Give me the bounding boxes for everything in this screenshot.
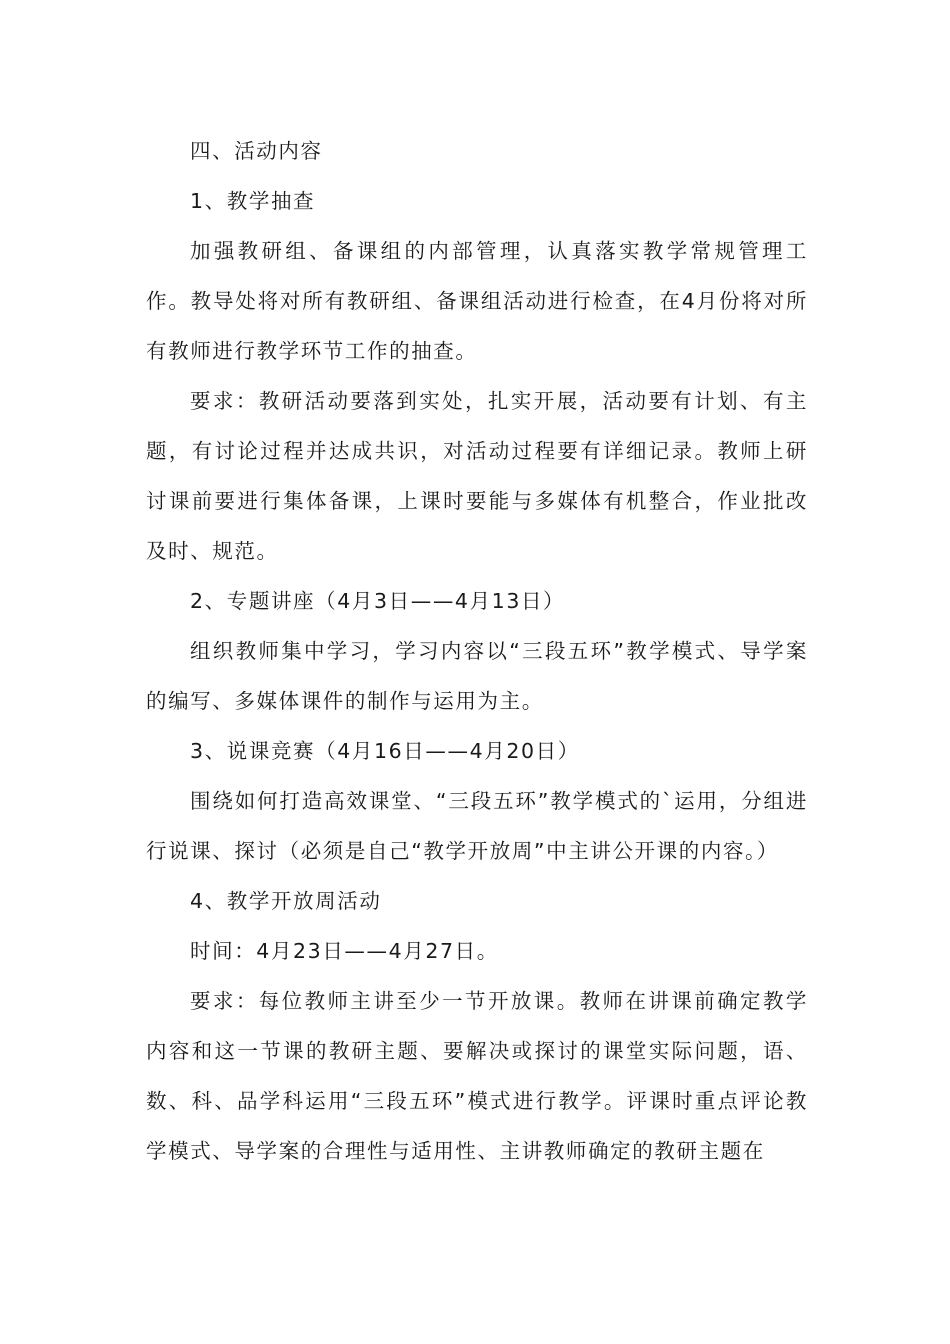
- paragraph-open-week-requirements: 要求：每位教师主讲至少一节开放课。教师在讲课前确定教学内容和这一节课的教研主题、要解决或探讨的课堂实际问题，语、数、科、品学科运用“三段五环”模式进行教学。评课时重点评论教学模式、导学案的合理性与适用性、主讲教师确定的教研主题在: [146, 989, 808, 1163]
- document-body: [146, 126, 808, 1176]
- subheading-lesson-presentation-contest: 3、说课竞赛（4月16日——4月20日）: [190, 739, 580, 763]
- paragraph-inspection-requirements: 要求：教研活动要落到实处，扎实开展，活动要有计划、有主题，有讨论过程并达成共识，对活动过程要有详细记录。教师上研讨课前要进行集体备课，上课时要能与多媒体有机整合，作业批改及时、规范。: [146, 389, 808, 563]
- subheading-open-week-activity: 4、教学开放周活动: [190, 889, 382, 913]
- paragraph-lecture-body: 组织教师集中学习，学习内容以“三段五环”教学模式、导学案的编写、多媒体课件的制作与运用为主。: [146, 639, 808, 713]
- section-heading-activity-content: 四、活动内容: [190, 139, 323, 163]
- subheading-special-lecture: 2、专题讲座（4月3日——4月13日）: [190, 589, 566, 613]
- paragraph-contest-body: 围绕如何打造高效课堂、“三段五环”教学模式的`运用，分组进行说课、探讨（必须是自己“教学开放周”中主讲公开课的内容。）: [146, 789, 808, 863]
- subheading-teaching-inspection: 1、教学抽查: [190, 189, 316, 213]
- paragraph-inspection-body: 加强教研组、备课组的内部管理，认真落实教学常规管理工作。教导处将对所有教研组、备课组活动进行检查，在4月份将对所有教师进行教学环节工作的抽查。: [146, 239, 808, 363]
- paragraph-open-week-time: 时间：4月23日——4月27日。: [190, 939, 499, 963]
